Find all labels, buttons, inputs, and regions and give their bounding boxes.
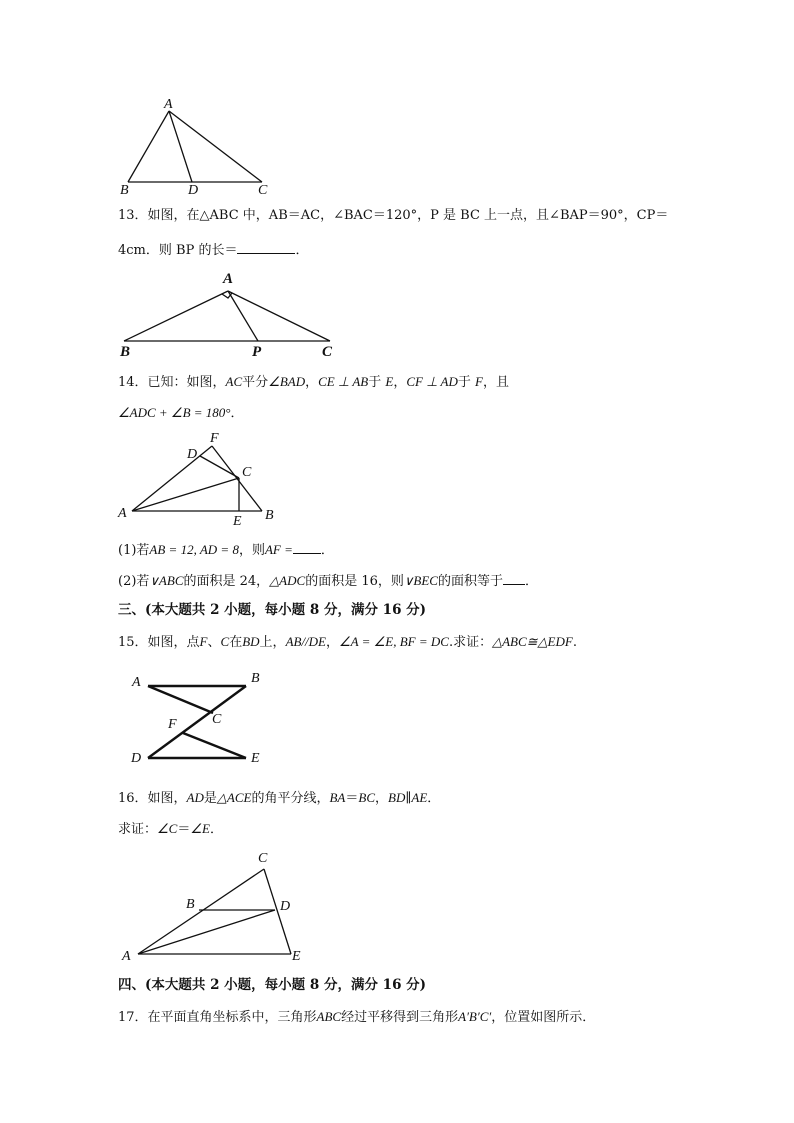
text: 的角平分线， xyxy=(251,791,330,806)
math: △ADC xyxy=(269,573,306,588)
label-e: E xyxy=(251,751,260,766)
label-c: C xyxy=(258,183,268,198)
text: 是 xyxy=(203,791,217,806)
text: ，且 xyxy=(482,375,509,390)
text: ． xyxy=(320,543,334,558)
math: F xyxy=(199,634,208,649)
math: ∠ADC + ∠B = 180° xyxy=(118,405,231,420)
text: 平分 xyxy=(242,375,269,390)
label-d: D xyxy=(187,447,198,462)
text: ． xyxy=(427,791,441,806)
text: 17．在平面直角坐标系中，三角形 xyxy=(118,1010,317,1025)
text: 16．如图， xyxy=(118,791,187,806)
math: △ABC≅△EDF xyxy=(492,634,573,649)
text: 于 xyxy=(368,375,386,390)
math: AF = xyxy=(264,542,293,557)
text: 15．如图，点 xyxy=(118,635,200,650)
text: ． xyxy=(524,574,538,589)
label-d: D xyxy=(131,751,142,766)
label-b: B xyxy=(251,671,260,686)
text: 上， xyxy=(259,635,286,650)
math: ∠C xyxy=(157,821,178,836)
math: ∠A = ∠E, BF = DC xyxy=(339,634,449,649)
math: ∠BAD xyxy=(268,374,306,389)
label-c: C xyxy=(242,465,252,480)
label-a: A xyxy=(223,271,234,287)
text: 经过平移得到三角形 xyxy=(341,1010,459,1025)
label-b: B xyxy=(120,344,131,360)
math: BA xyxy=(329,790,346,805)
text: ， xyxy=(393,375,407,390)
math: ∨BEC xyxy=(403,573,438,588)
label-a: A xyxy=(118,506,127,521)
label-d: D xyxy=(280,899,291,914)
label-p: P xyxy=(252,344,262,360)
label-b: B xyxy=(186,897,195,912)
segment-ac xyxy=(138,869,264,954)
math: AB//DE xyxy=(285,634,326,649)
label-e: E xyxy=(292,949,301,964)
math: AB = 12, AD = 8 xyxy=(149,542,239,557)
text: 14．已知：如图， xyxy=(118,375,226,390)
math: ABC xyxy=(316,1009,342,1024)
segment-ad xyxy=(138,910,275,954)
q13-line2-text: 4cm．则 BP 的长＝ xyxy=(118,243,238,258)
math: BD xyxy=(242,634,260,649)
math: BC xyxy=(358,790,376,805)
text: (2)若 xyxy=(118,574,150,589)
math: CF ⊥ AD xyxy=(406,374,458,389)
text: ＝ xyxy=(177,822,191,837)
text: ， xyxy=(305,375,319,390)
label-c: C xyxy=(212,712,222,727)
math: A′B′C′ xyxy=(458,1009,492,1024)
math: AE xyxy=(411,790,428,805)
math: AD xyxy=(186,790,204,805)
label-f: F xyxy=(210,431,219,446)
text: 的面积是 24， xyxy=(183,574,270,589)
text: 、 xyxy=(207,635,221,650)
text: ＝ xyxy=(345,791,359,806)
text: ． xyxy=(209,822,223,837)
math: F xyxy=(475,374,483,389)
text: 的面积是 16，则 xyxy=(305,574,404,589)
section-heading-3: 三、(本大题共 2 小题，每小题 8 分，满分 16 分) xyxy=(118,602,427,618)
label-c: C xyxy=(322,344,333,360)
math: AC xyxy=(225,374,243,389)
q13-line2-end: ． xyxy=(295,243,309,258)
text: ，则 xyxy=(238,543,265,558)
section-heading-4: 四、(本大题共 2 小题，每小题 8 分，满分 16 分) xyxy=(118,977,427,993)
label-e: E xyxy=(233,514,242,529)
label-f: F xyxy=(168,717,177,732)
math: △ACE xyxy=(216,790,252,805)
label-b: B xyxy=(120,183,129,198)
math: ∠E xyxy=(190,821,210,836)
text: ，位置如图所示． xyxy=(491,1010,596,1025)
text: 在 xyxy=(229,635,243,650)
text: 的面积等于 xyxy=(437,574,503,589)
text: 于 xyxy=(457,375,476,390)
math: C xyxy=(220,634,230,649)
text: 求证： xyxy=(118,822,158,837)
text: ， xyxy=(326,635,340,650)
math: CE ⊥ AB xyxy=(318,374,369,389)
label-a: A xyxy=(164,97,173,112)
q13-line1: 13．如图，在△ABC 中，AB＝AC，∠BAC＝120°，P 是 BC 上一点，且∠BAP＝90°，CP＝ xyxy=(118,208,669,223)
q17-text xyxy=(118,1009,595,1026)
math: ∨ABC xyxy=(149,573,184,588)
text: . xyxy=(572,635,577,650)
label-c: C xyxy=(258,851,268,866)
math: E xyxy=(385,374,394,389)
label-a: A xyxy=(132,675,141,690)
text: .求证： xyxy=(448,635,493,650)
label-d: D xyxy=(188,183,199,198)
text: ， xyxy=(375,791,389,806)
text: ． xyxy=(230,406,244,421)
text: ∥ xyxy=(405,791,412,806)
text: (1)若 xyxy=(118,543,150,558)
label-a: A xyxy=(122,949,131,964)
math: BD xyxy=(388,790,406,805)
label-b: B xyxy=(265,508,274,523)
